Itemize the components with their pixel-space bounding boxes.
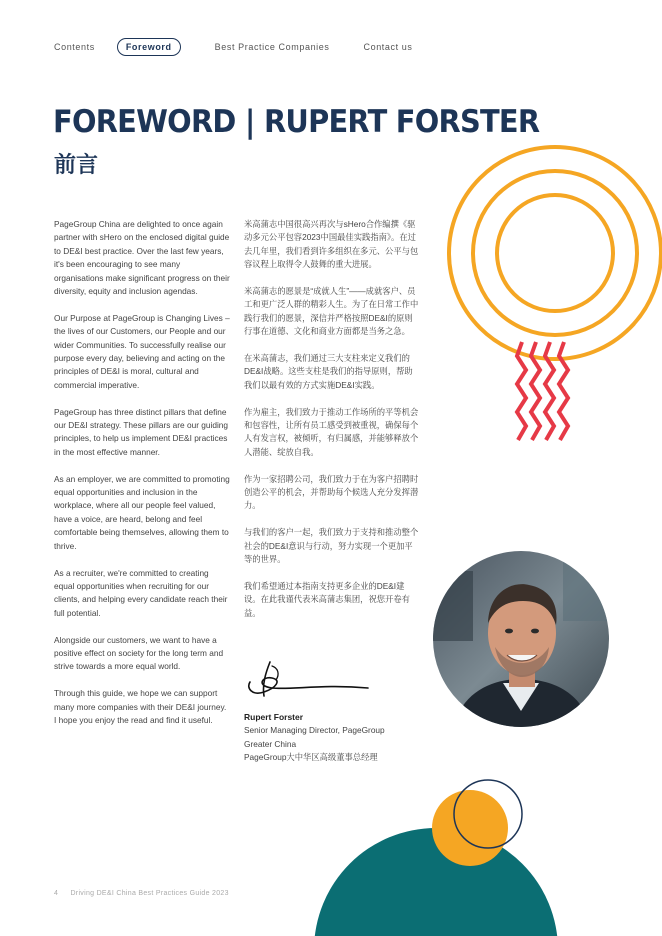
en-paragraph: Alongside our customers, we want to have a positive effect on society for the long term and strive towards a more equal world. [54, 634, 224, 672]
page-title: FOREWORD | RUPERT FORSTER [53, 104, 540, 140]
english-column [54, 218, 230, 741]
cn-paragraph: 与我们的客户一起，我们致力于支持和推动整个社会的DE&I意识与行动，努力实现一个更加平等的世界。 [244, 527, 419, 565]
signoff-title: Senior Managing Director, PageGroup [244, 725, 385, 736]
orange-dot-decoration [432, 790, 508, 866]
portrait-photo [433, 551, 609, 727]
page-footer [54, 890, 229, 897]
nav-contact-us[interactable]: Contact us [363, 42, 413, 52]
cn-paragraph: 我们希望通过本指南支持更多企业的DE&I建设。在此我谨代表米高蒲志集团，祝您开卷有益。 [244, 580, 410, 618]
signoff-title-region: Greater China [244, 738, 297, 749]
en-paragraph: As a recruiter, we're committed to creating equal opportunities when recruiting for our clients, and helping every candidate reach their full potential. [54, 567, 228, 618]
portrait-illustration [433, 551, 609, 727]
chinese-column [244, 218, 420, 633]
signoff-title-cn: PageGroup大中华区高级董事总经理 [244, 752, 378, 763]
nav-foreword[interactable]: Foreword [117, 38, 181, 56]
cn-paragraph: 作为一家招聘公司，我们致力于在为客户招聘时创造公平的机会，并帮助每个候选人充分发挥潜力。 [244, 473, 419, 511]
en-paragraph: PageGroup China are delighted to once again partner with sHero on the enclosed digital guide to DE&I best practice. Over the last few years, it's been encouraging to see many organisations make significant progress on their diversity, equity and inclusion agendas. [54, 219, 230, 297]
signoff-block [244, 711, 434, 765]
nav-best-practice-companies[interactable]: Best Practice Companies [214, 42, 330, 52]
guide-title: Driving DE&I China Best Practices Guide 2023 [70, 890, 229, 897]
en-paragraph: As an employer, we are committed to promoting equal opportunities and inclusion in the workplace, where all our people feel valued, have a voice, are heard, belong and feel comfortable being themselves, allowing them to thrive. [54, 473, 230, 551]
en-paragraph: Through this guide, we hope we can support many more companies with their DE&I journey. I hope you enjoy the read and find it useful. [54, 688, 227, 725]
cn-paragraph: 作为雇主，我们致力于推动工作场所的平等机会和包容性，让所有员工感受到被重视，确保每个人有发言权，被倾听，有归属感，并能够释放个人潜能、绽放自我。 [244, 406, 419, 457]
page-number: 4 [54, 890, 59, 897]
page-subtitle-cn: 前言 [54, 152, 99, 177]
en-paragraph: PageGroup has three distinct pillars that define our DE&I strategy. These pillars are our guiding principles, to help us implement DE&I practices in the most effective manner. [54, 406, 229, 457]
cn-paragraph: 米高蒲志中国很高兴再次与sHero合作编撰《驱动多元公平包容2023中国最佳实践指南》。在过去几年里，我们看到许多组织在多元、公平与包容议程上取得令人鼓舞的重大进展。 [244, 219, 419, 270]
signoff-name: Rupert Forster [244, 712, 304, 722]
cn-paragraph: 在米高蒲志，我们通过三大支柱来定义我们的DE&I战略。这些支柱是我们的指导原则，帮助我们以最有效的方式实施DE&I实践。 [244, 353, 413, 390]
orange-rings-decoration [449, 147, 661, 359]
cn-paragraph: 米高蒲志的愿景是“成就人生”——成就客户、员工和更广泛人群的精彩人生。为了在日常工作中践行我们的愿景，深信并严格按照DE&I的原则行事在道德、文化和商业方面都是当务之急。 [244, 286, 419, 337]
signature-icon [242, 658, 372, 700]
en-paragraph: Our Purpose at PageGroup is Changing Lives – the lives of our Customers, our People and our wider Communities. To successfully realise our purpose every day, believing and acting on the principles of DE&I is moral, cultural and commercial imperative. [54, 312, 230, 390]
nav-contents[interactable]: Contents [54, 42, 95, 52]
